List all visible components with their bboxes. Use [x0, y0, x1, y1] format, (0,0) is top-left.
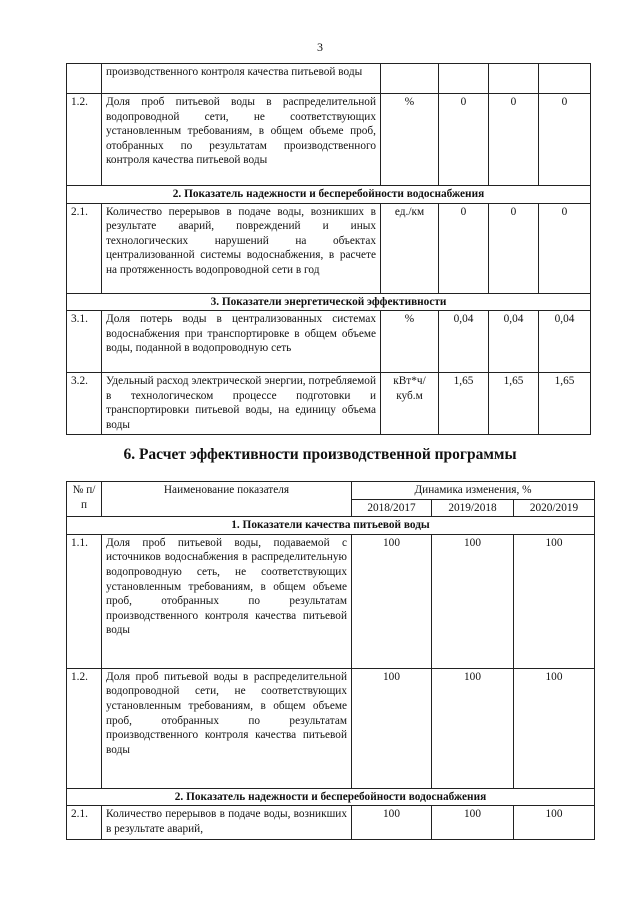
efficiency-table — [66, 481, 595, 840]
page-number: 3 — [317, 40, 323, 54]
indicator-name: Удельный расход электрической энергии, потребляемой в технологическом процессе подготовки и транспортировки питьевой воды, на единицу объема воды — [102, 373, 381, 435]
section-title: 1. Показатели качества питьевой воды — [67, 517, 595, 535]
value-cell: 1,65 — [439, 373, 489, 435]
value-cell — [539, 64, 591, 94]
value-cell: 1,65 — [539, 373, 591, 435]
unit-cell: % — [381, 94, 439, 186]
value-cell: 0 — [489, 94, 539, 186]
value-cell: 0,04 — [489, 311, 539, 373]
value-cell: 100 — [352, 668, 432, 788]
section-title: 2. Показатель надежности и бесперебойности водоснабжения — [67, 186, 591, 204]
unit-cell — [381, 64, 439, 94]
section-title: 3. Показатели энергетической эффективности — [67, 293, 591, 311]
column-header-year: 2019/2018 — [432, 499, 514, 517]
indicator-name: Количество перерывов в подаче воды, возникших в результате аварий, — [102, 806, 352, 840]
indicator-name: Количество перерывов в подаче воды, возникших в результате аварий, повреждений и иных технологических нарушений на объектах централизованной системы водоснабжения, в расчете на протяженность водопроводной сети в год — [102, 203, 381, 293]
value-cell: 0 — [439, 94, 489, 186]
value-cell: 100 — [432, 806, 514, 840]
indicator-name: Доля проб питьевой воды в распределительной водопроводной сети, не соответствующих установленным требованиям, в общем объеме проб, отобранных по результатам производственного контроля качества питьевой воды — [102, 668, 352, 788]
table-row — [67, 94, 591, 186]
unit-cell: кВт*ч/ куб.м — [381, 373, 439, 435]
row-number: 1.1. — [67, 534, 102, 668]
section-row — [67, 186, 591, 204]
value-cell: 100 — [432, 668, 514, 788]
row-number — [67, 64, 102, 94]
unit-cell: ед./км — [381, 203, 439, 293]
indicator-name: Доля потерь воды в централизованных системах водоснабжения при транспортировке в общем объеме воды, поданной в водопроводную сеть — [102, 311, 381, 373]
unit-cell: % — [381, 311, 439, 373]
column-header-name: Наименование показателя — [102, 482, 352, 517]
row-number: 2.1. — [67, 203, 102, 293]
value-cell: 0,04 — [439, 311, 489, 373]
table-row — [67, 203, 591, 293]
value-cell: 100 — [514, 668, 595, 788]
table-row — [67, 311, 591, 373]
value-cell: 1,65 — [489, 373, 539, 435]
header-row — [67, 482, 595, 500]
section-heading: 6. Расчет эффективности производственной программы — [123, 446, 517, 463]
section-row — [67, 517, 595, 535]
value-cell: 100 — [514, 806, 595, 840]
table-row — [67, 534, 595, 668]
table-row — [67, 373, 591, 435]
indicators-table — [66, 63, 591, 435]
value-cell: 100 — [514, 534, 595, 668]
row-number: 3.2. — [67, 373, 102, 435]
column-header-number: № п/п — [67, 482, 102, 517]
row-number: 1.2. — [67, 94, 102, 186]
table-row — [67, 806, 595, 840]
value-cell — [439, 64, 489, 94]
value-cell — [489, 64, 539, 94]
table-row — [67, 64, 591, 94]
row-number: 1.2. — [67, 668, 102, 788]
table-row — [67, 668, 595, 788]
value-cell: 100 — [352, 534, 432, 668]
column-header-year: 2018/2017 — [352, 499, 432, 517]
column-header-year: 2020/2019 — [514, 499, 595, 517]
value-cell: 0 — [439, 203, 489, 293]
value-cell: 0,04 — [539, 311, 591, 373]
indicator-name: Доля проб питьевой воды в распределительной водопроводной сети, не соответствующих установленным требованиям, в общем объеме проб, отобранных по результатам производственного контроля качества питьевой воды — [102, 94, 381, 186]
indicator-name: Доля проб питьевой воды, подаваемой с источников водоснабжения в распределительную водопроводную сеть, не соответствующих установленным требованиям, в общем объеме проб, отобранных по результатам производственного контроля качества питьевой воды — [102, 534, 352, 668]
column-header-dynamics: Динамика изменения, % — [352, 482, 595, 500]
section-title: 2. Показатель надежности и бесперебойности водоснабжения — [67, 788, 595, 806]
value-cell: 100 — [352, 806, 432, 840]
value-cell: 0 — [539, 94, 591, 186]
indicator-name: производственного контроля качества питьевой воды — [102, 64, 381, 94]
value-cell: 0 — [489, 203, 539, 293]
row-number: 3.1. — [67, 311, 102, 373]
value-cell: 100 — [432, 534, 514, 668]
value-cell: 0 — [539, 203, 591, 293]
section-row — [67, 788, 595, 806]
row-number: 2.1. — [67, 806, 102, 840]
section-row — [67, 293, 591, 311]
